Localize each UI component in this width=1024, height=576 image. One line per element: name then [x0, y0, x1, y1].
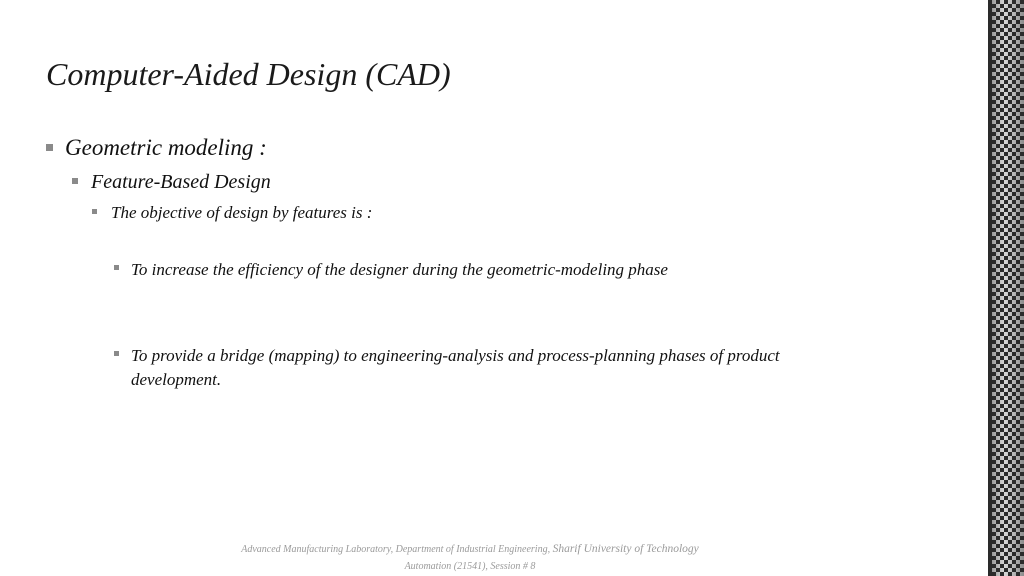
bullet-item-level3 — [92, 202, 372, 223]
square-bullet-icon — [46, 144, 53, 151]
bullet-text: The objective of design by features is : — [111, 203, 373, 222]
footer-lab-text: Advanced Manufacturing Laboratory, Department of Industrial Engineering, — [241, 544, 551, 555]
bullet-text: Geometric modeling : — [65, 135, 267, 160]
slide-title: Computer-Aided Design (CAD) — [46, 56, 451, 92]
footer-university-text: Sharif University of Technology — [552, 543, 699, 555]
square-bullet-icon — [114, 265, 119, 270]
bullet-text: To increase the efficiency of the designer during the geometric-modeling phase — [131, 260, 668, 279]
bullet-item-level4 — [114, 344, 834, 392]
square-bullet-icon — [114, 351, 119, 356]
slide-footer-line2: Automation (21541), Session # 8 — [404, 561, 536, 572]
slide-footer-line1 — [190, 541, 750, 558]
bullet-text: Feature-Based Design — [91, 171, 271, 193]
bullet-item-level4 — [114, 258, 668, 282]
bullet-item-level1 — [46, 134, 267, 162]
bullet-item-level2 — [72, 170, 271, 194]
square-bullet-icon — [72, 178, 78, 184]
checker-pattern-decoration — [992, 0, 1024, 576]
decorative-side-rail — [976, 0, 1024, 576]
bullet-text: To provide a bridge (mapping) to engineering-analysis and process-planning phases of product development. — [131, 346, 780, 389]
square-bullet-icon — [92, 209, 97, 214]
